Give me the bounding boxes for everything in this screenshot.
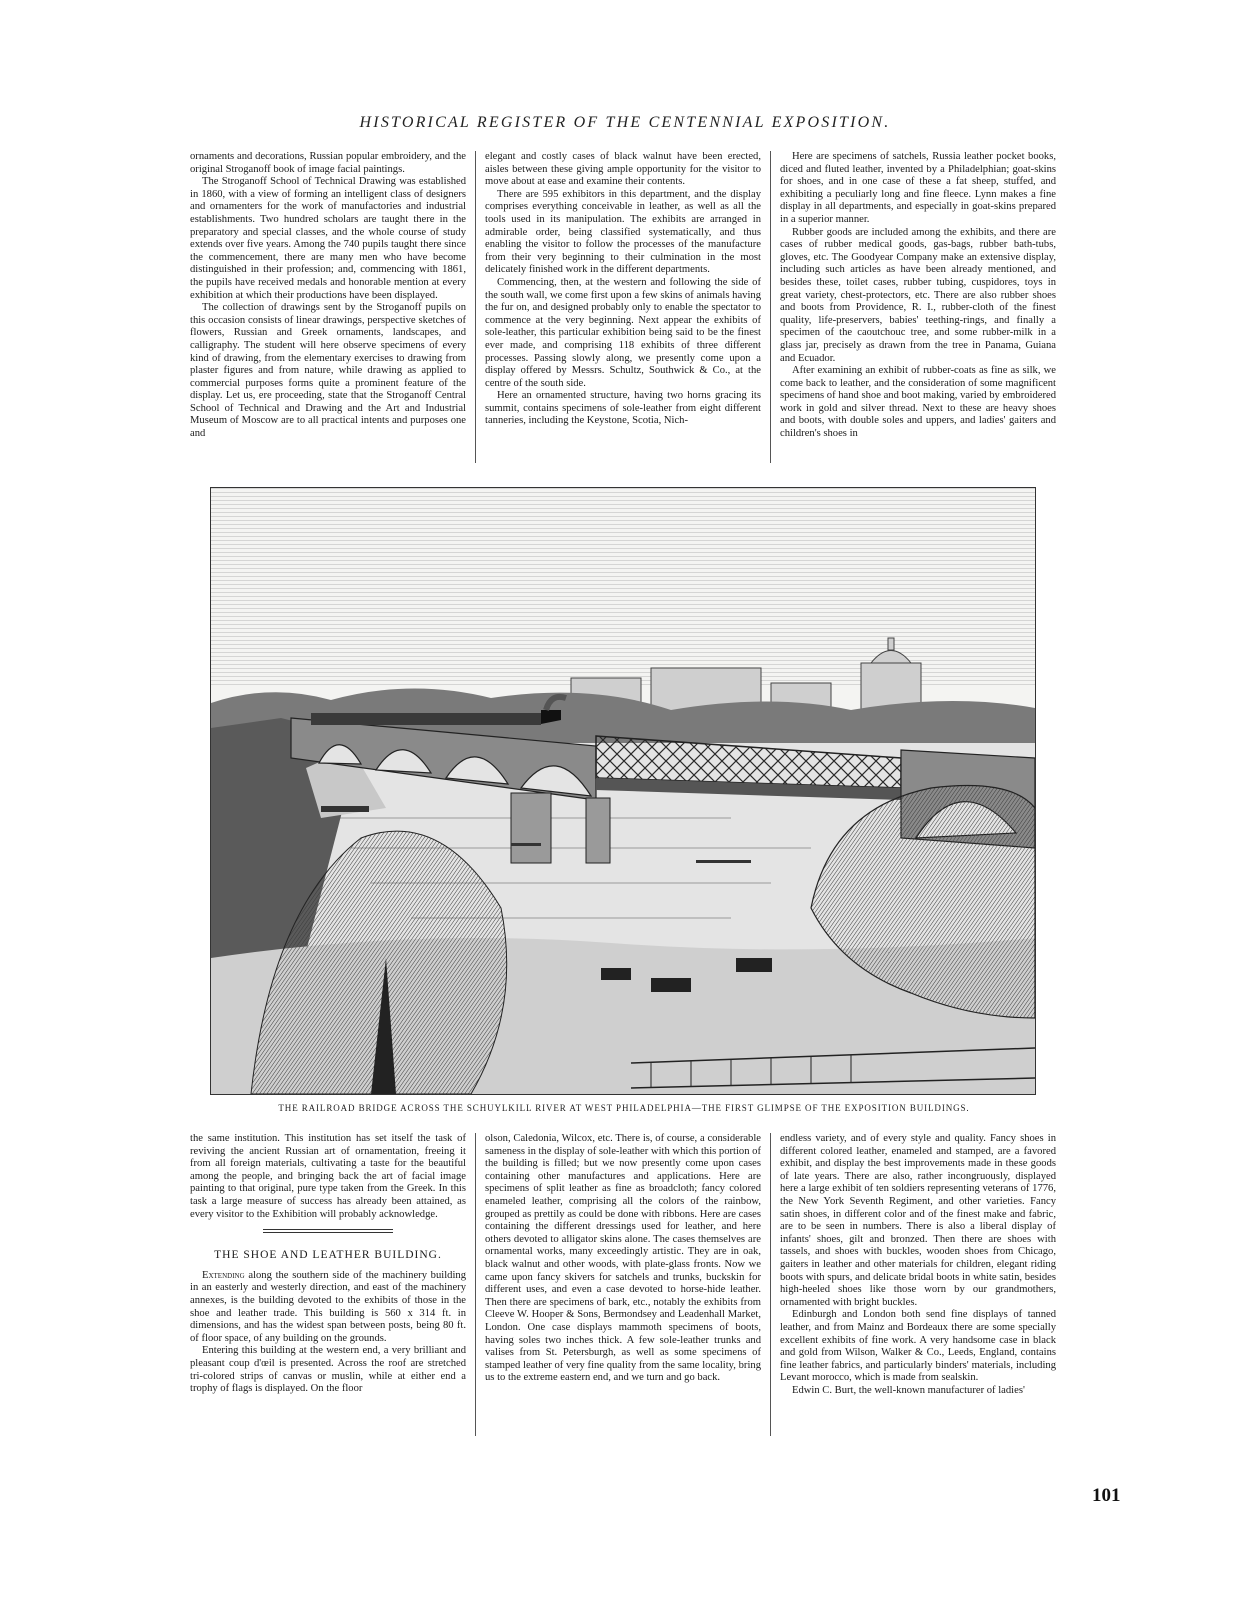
column-rule (770, 151, 771, 463)
bottom-text-columns (190, 1133, 1058, 1436)
column-rule (770, 1133, 771, 1436)
running-head: HISTORICAL REGISTER OF THE CENTENNIAL EXPOSITION. (359, 114, 891, 131)
paragraph: elegant and costly cases of black walnut have been erected, aisles between these giving ample opportunity for the visitor to move about at ease and examine their contents. (485, 151, 761, 188)
paragraph-text: along the southern side of the machinery building in an easterly and westerly direction, and east of the machinery annexes, is the building devoted to the exhibits of those in the shoe and leather trade. This building is 560 x 314 ft. in dimensions, and has the widest span between posts, being 80 ft. of floor space, of any building on the grounds. (190, 1269, 466, 1344)
paragraph: Here an ornamented structure, having two horns gracing its summit, contains specimens of sole-leather from eight different tanneries, including the Keystone, Scotia, Nich- (485, 390, 761, 427)
bottom-column-3 (780, 1133, 1056, 1436)
top-column-2 (485, 151, 761, 463)
section-divider (263, 1229, 393, 1233)
paragraph: olson, Caledonia, Wilcox, etc. There is, of course, a considerable sameness in the display of sole-leather with which this portion of the building is filled; but we now presently come upon cases containing other manufactures and applications. Here are specimens of split leather as fine as broadcloth; fancy colored enameled leather, comprising all the colors of the rainbow, grouped as prettily as could be done with ribbons. Here are cases containing the different dressings used for leather, and here others devoted to alligator skins alone. The cases themselves are ornamental works, many exceedingly artistic. They are in oak, black walnut and other woods, with plate-glass fronts. Now we came upon fancy skivers for satchels and trunks, buckskin for different uses, and even a case devoted to horse-hide leather. Then there are specimens of bark, etc., notably the exhibits from Cleeve W. Hooper & Sons, Bermondsey and Leadenhall Market, London. One case displays mammoth specimens of boots, having soles two inches thick. A few sole-leather trunks and valises from St. Petersburgh, as well as some specimens of stamped leather of very fine quality from the same locality, bring us to the extreme eastern end, and we turn and go back. (485, 1133, 761, 1384)
lead-word: Extending (202, 1269, 245, 1281)
paragraph (190, 1270, 466, 1346)
top-text-columns (190, 151, 1058, 463)
paragraph: Commencing, then, at the western and following the side of the south wall, we come first upon a few skins of animals having the fur on, and designed probably only to enable the spectator to commence at the very beginning. Next appear the exhibits of sole-leather, this particular exhibition being said to be the finest ever made, and comprising 118 exhibits of three different processes. Passing slowly along, we presently come upon a display offered by Messrs. Schultz, Southwick & Co., at the centre of the south side. (485, 276, 761, 389)
paragraph: After examining an exhibit of rubber-coats as fine as silk, we come back to leather, and the consideration of some magnificent specimens of hand shoe and boot making, varied by embroidered work in gold and silver thread. Next to these are heavy shoes and boots, with double soles and uppers, and ladies' gaiters and children's shoes in (780, 365, 1056, 440)
bottom-column-2 (485, 1133, 761, 1436)
paragraph: ornaments and decorations, Russian popular embroidery, and the original Stroganoff book of image facial paintings. (190, 151, 466, 175)
bridge-engraving (210, 487, 1036, 1095)
bottom-column-1 (190, 1133, 466, 1436)
section-title: THE SHOE AND LEATHER BUILDING. (214, 1249, 442, 1262)
paragraph: Entering this building at the western end, a very brilliant and pleasant coup d'œil is presented. Across the roof are stretched tri-colored strips of canvas or muslin, while at either end a trophy of flags is displayed. On the floor (190, 1345, 466, 1395)
paragraph: The Stroganoff School of Technical Drawing was established in 1860, with a view of forming an intelligent class of designers and ornamenters for the work of manufactories and industrial establishments. Two hundred scholars are taught there in the preparatory and special classes, and the whole course of study extends over five years. Among the 740 pupils taught there since the commencement, there are many men who have become distinguished in their profession; and, commencing with 1861, the pupils have received medals and honorable mention at every exhibition at which their productions have been displayed. (190, 176, 466, 301)
bridge-engraving-drawing (211, 488, 1035, 1094)
paragraph: Rubber goods are included among the exhibits, and there are cases of rubber medical goods, gas-bags, rubber bath-tubs, gloves, etc. The Goodyear Company make an extensive display, including such articles as have been already mentioned, and besides these, toilet cases, rubber tubing, cuspidores, toys in great variety, chest-protectors, etc. There are also rubber shoes and boots from Providence, R. I., rubber-cloth of the finest quality, life-preservers, babies' teething-rings, and finally a specimen of the caoutchouc tree, and some rubber-milk in a glass jar, precisely as drawn from the tree in Panama, Guiana and Ecuador. (780, 226, 1056, 364)
paragraph: the same institution. This institution has set itself the task of reviving the ancient Russian art of ornamentation, freeing it from all foreign materials, cultivating a taste for the beautiful among the people, and bringing back the art of facial image painting to that original, pure type taken from the Greek. In this task a large measure of success has already been attained, as every visitor to the Exhibition will probably acknowledge. (190, 1133, 466, 1220)
top-column-3 (780, 151, 1056, 463)
paragraph: There are 595 exhibitors in this department, and the display comprises everything conceivable in leather, as well as all the tools used in its manipulation. The exhibits are arranged in admirable order, being classified systematically, and thus enabling the visitor to follow the processes of the manufacture from their very beginning to their culmination in the most delicately finished work in the different departments. (485, 188, 761, 276)
column-rule (475, 151, 476, 463)
column-rule (475, 1133, 476, 1436)
paragraph: endless variety, and of every style and quality. Fancy shoes in different colored leather, enameled and stamped, are a favored exhibit, and display the best improvements made in these goods of late years. There are also, rather incongruously, displayed here a large exhibit of ten soldiers representing veterans of 1776, the New York Seventh Regiment, and other varieties. Fancy satin shoes, in different color and of the finest make and fabric, are to be seen in numbers. There is also a liberal display of infants' shoes, gilt and bronzed. Then there are shoes with tassels, and shoes with buckles, wooden shoes from Chicago, gaiters in leather and other materials for children, elegant riding boots with spurs, and delicate bridal boots in white satin, besides high-heeled shoes like those worn by our grandmothers, ornamented with bright buckles. (780, 1133, 1056, 1308)
paragraph: Here are specimens of satchels, Russia leather pocket books, diced and fluted leather, invented by a Philadelphian; goat-skins for shoes, and in one case of these a fat sheep, stuffed, and exhibiting a peculiarly long and fine fleece. Lynn makes a fine display in all departments, and especially in goat-skins prepared in a superior manner. (780, 151, 1056, 225)
illustration-caption: THE RAILROAD BRIDGE ACROSS THE SCHUYLKILL RIVER AT WEST PHILADELPHIA—THE FIRST GLIMPSE OF THE EXPOSITION BUILDINGS. (278, 1103, 970, 1113)
page-number: 101 (1092, 1485, 1121, 1506)
top-column-1 (190, 151, 466, 463)
paragraph: The collection of drawings sent by the Stroganoff pupils on this occasion consists of linear drawings, perspective sketches of flowers, Russian and Greek ornaments, landscapes, and calligraphy. The student will here observe specimens of every kind of drawing, from the elementary exercises to drawing from plaster figures and from nature, while drawing as applied to commercial purposes forms quite a prominent feature of the display. Let us, ere proceeding, state that the Stroganoff Central School of Technical and Drawing and the Art and Industrial Museum of Moscow are to all practical intents and purposes one and (190, 302, 466, 440)
paragraph: Edinburgh and London both send fine displays of tanned leather, and from Mainz and Bordeaux there are some specially excellent exhibits of fine work. A very handsome case in black and gold from Wilson, Walker & Co., Leeds, England, contains fine leather fabrics, and particularly binders' materials, including Levant morocco, which is made from sealskin. (780, 1309, 1056, 1384)
paragraph: Edwin C. Burt, the well-known manufacturer of ladies' (792, 1384, 1025, 1396)
